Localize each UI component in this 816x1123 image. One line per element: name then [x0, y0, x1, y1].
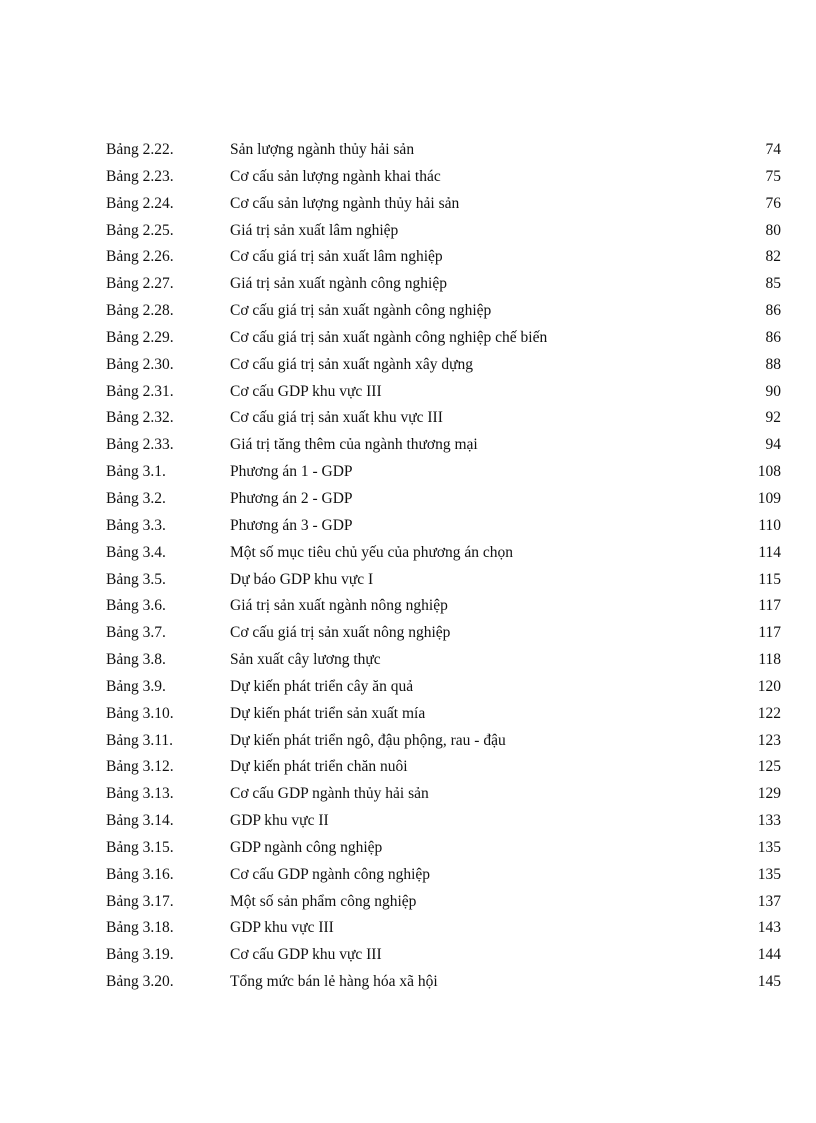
table-number: Bảng 2.26. [106, 248, 174, 266]
table-number: Bảng 3.10. [106, 704, 174, 722]
page-number: 143 [757, 919, 781, 937]
toc-entry [0, 379, 816, 406]
toc-entry [0, 781, 816, 808]
page-number: 144 [757, 946, 781, 964]
table-number: Bảng 2.25. [106, 221, 174, 239]
table-title: Dự kiến phát triển chăn nuôi [230, 758, 408, 776]
toc-entry [0, 754, 816, 781]
page-number: 90 [765, 382, 781, 400]
table-title: Giá trị sản xuất ngành nông nghiệp [230, 597, 448, 615]
page-number: 82 [765, 248, 781, 266]
toc-entry [0, 915, 816, 942]
table-number: Bảng 3.11. [106, 731, 174, 749]
table-title: Cơ cấu GDP khu vực III [230, 946, 382, 964]
table-number: Bảng 3.18. [106, 919, 174, 937]
table-title: Cơ cấu sản lượng ngành thủy hải sản [230, 194, 460, 212]
toc-entry [0, 942, 816, 969]
table-title: Phương án 2 - GDP [230, 489, 353, 507]
toc-entry [0, 701, 816, 728]
table-title: Phương án 3 - GDP [230, 516, 353, 534]
page-number: 117 [758, 624, 781, 642]
toc-entry [0, 862, 816, 889]
page-number: 114 [758, 543, 781, 561]
table-title: Cơ cấu GDP ngành công nghiệp [230, 865, 431, 883]
toc-entry [0, 540, 816, 567]
table-number: Bảng 2.30. [106, 355, 174, 373]
table-title: Cơ cấu sản lượng ngành khai thác [230, 167, 441, 185]
page-number: 109 [757, 489, 781, 507]
toc-entry [0, 620, 816, 647]
table-title: Dự kiến phát triển cây ăn quả [230, 677, 414, 695]
table-title: Cơ cấu giá trị sản xuất ngành công nghiệp [230, 302, 492, 320]
page-number: 80 [765, 221, 781, 239]
page-number: 94 [765, 436, 781, 454]
table-title: Giá trị tăng thêm của ngành thương mại [230, 436, 478, 454]
toc-entry [0, 459, 816, 486]
page-number: 120 [757, 677, 781, 695]
page-number: 86 [765, 328, 781, 346]
table-number: Bảng 2.27. [106, 275, 174, 293]
toc-entry [0, 593, 816, 620]
table-number: Bảng 3.17. [106, 892, 174, 910]
toc-entry [0, 191, 816, 218]
page-number: 118 [758, 651, 781, 669]
toc-entry [0, 218, 816, 245]
table-title: Giá trị sản xuất lâm nghiệp [230, 221, 399, 239]
table-number: Bảng 3.14. [106, 812, 174, 830]
table-title: Một số mục tiêu chủ yếu của phương án chọn [230, 543, 514, 561]
table-number: Bảng 3.4. [106, 543, 166, 561]
toc-entry [0, 969, 816, 996]
table-title: GDP ngành công nghiệp [230, 838, 383, 856]
table-title: Dự kiến phát triển sản xuất mía [230, 704, 426, 722]
page-number: 92 [765, 409, 781, 427]
table-title: Sản lượng ngành thủy hải sản [230, 141, 415, 158]
table-title: Cơ cấu GDP ngành thủy hải sản [230, 785, 429, 803]
table-title: Sản xuất cây lương thực [230, 651, 381, 669]
table-number: Bảng 3.16. [106, 865, 174, 883]
table-number: Bảng 3.5. [106, 570, 166, 588]
toc-entry [0, 513, 816, 540]
table-number: Bảng 2.28. [106, 302, 174, 320]
toc-entry [0, 647, 816, 674]
table-title: Cơ cấu giá trị sản xuất ngành xây dựng [230, 355, 474, 373]
toc-entry [0, 486, 816, 513]
toc-entry [0, 728, 816, 755]
table-list [0, 137, 816, 996]
page-number: 123 [757, 731, 781, 749]
table-number: Bảng 2.32. [106, 409, 174, 427]
table-title: GDP khu vực II [230, 812, 329, 830]
page-number: 133 [757, 812, 781, 830]
table-title: Tổng mức bán lẻ hàng hóa xã hội [230, 973, 438, 991]
toc-entry [0, 567, 816, 594]
page-number: 85 [765, 275, 781, 293]
table-number: Bảng 3.3. [106, 516, 166, 534]
page-number: 137 [757, 892, 781, 910]
toc-entry [0, 271, 816, 298]
toc-entry [0, 674, 816, 701]
table-title: Giá trị sản xuất ngành công nghiệp [230, 275, 447, 293]
table-number: Bảng 3.13. [106, 785, 174, 803]
toc-entry [0, 298, 816, 325]
toc-entry [0, 835, 816, 862]
page-number: 129 [757, 785, 781, 803]
page-number: 135 [757, 865, 781, 883]
table-number: Bảng 2.33. [106, 436, 174, 454]
table-number: Bảng 3.1. [106, 463, 166, 481]
toc-entry [0, 405, 816, 432]
toc-entry [0, 432, 816, 459]
table-number: Bảng 3.7. [106, 624, 166, 642]
table-title: GDP khu vực III [230, 919, 334, 937]
toc-entry [0, 889, 816, 916]
table-number: Bảng 3.20. [106, 973, 174, 991]
table-number: Bảng 3.9. [106, 677, 166, 695]
table-title: Một số sản phẩm công nghiệp [230, 892, 417, 910]
page-number: 135 [757, 838, 781, 856]
page-number: 86 [765, 302, 781, 320]
table-number: Bảng 3.8. [106, 651, 166, 669]
table-title: Cơ cấu giá trị sản xuất lâm nghiệp [230, 248, 443, 266]
page-number: 88 [765, 355, 781, 373]
page-number: 108 [757, 463, 781, 481]
page-number: 76 [765, 194, 781, 212]
table-number: Bảng 3.6. [106, 597, 166, 615]
table-number: Bảng 2.29. [106, 328, 174, 346]
table-number: Bảng 3.2. [106, 489, 166, 507]
table-number: Bảng 2.23. [106, 167, 174, 185]
table-title: Cơ cấu giá trị sản xuất nông nghiệp [230, 624, 451, 642]
table-number: Bảng 2.24. [106, 194, 174, 212]
table-number: Bảng 2.31. [106, 382, 174, 400]
toc-entry [0, 352, 816, 379]
table-number: Bảng 2.22. [106, 141, 174, 158]
toc-entry [0, 164, 816, 191]
page-number: 75 [765, 167, 781, 185]
toc-entry [0, 325, 816, 352]
table-title: Cơ cấu giá trị sản xuất khu vực III [230, 409, 443, 427]
page-number: 117 [758, 597, 781, 615]
page-number: 74 [765, 141, 781, 158]
toc-entry [0, 244, 816, 271]
table-title: Dự báo GDP khu vực I [230, 570, 374, 588]
page-number: 110 [758, 516, 781, 534]
table-number: Bảng 3.12. [106, 758, 174, 776]
table-number: Bảng 3.19. [106, 946, 174, 964]
page-number: 115 [758, 570, 781, 588]
table-title: Dự kiến phát triển ngô, đậu phộng, rau - đậu [230, 731, 506, 749]
page-number: 145 [757, 973, 781, 991]
toc-entry [0, 808, 816, 835]
table-number: Bảng 3.15. [106, 838, 174, 856]
page-number: 122 [757, 704, 781, 722]
toc-entry [0, 137, 816, 164]
table-title: Phương án 1 - GDP [230, 463, 353, 481]
table-title: Cơ cấu GDP khu vực III [230, 382, 382, 400]
table-title: Cơ cấu giá trị sản xuất ngành công nghiệp chế biến [230, 328, 548, 346]
page-number: 125 [757, 758, 781, 776]
